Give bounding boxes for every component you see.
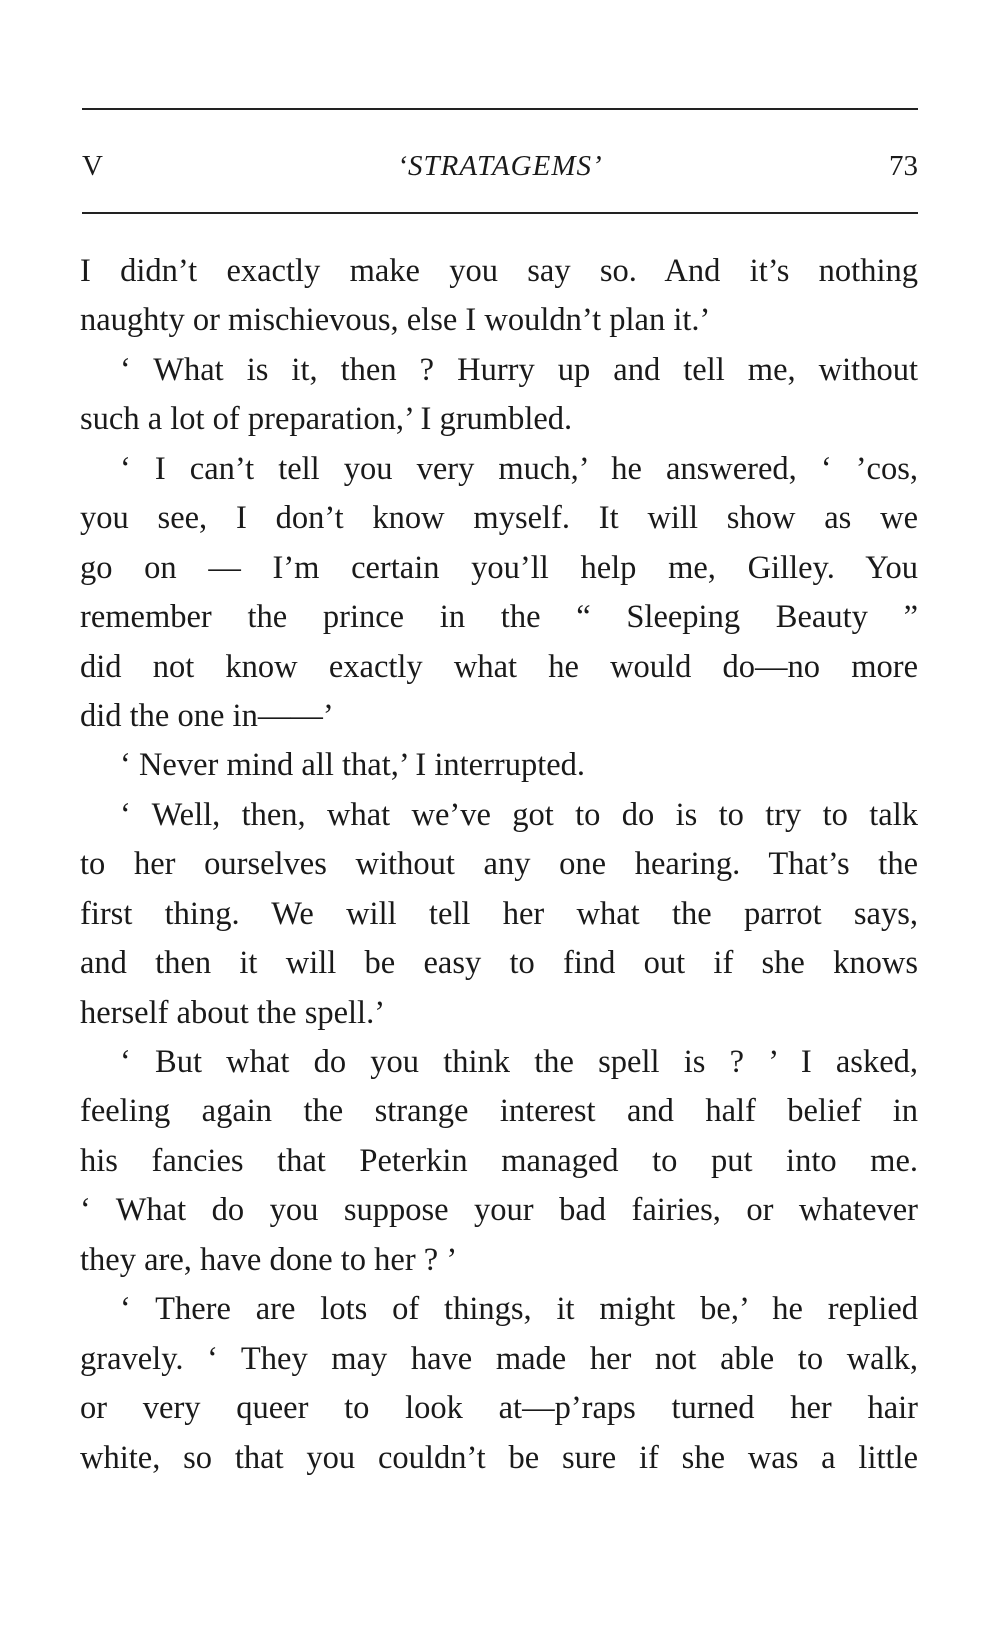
text-line: I didn’t exactly make you say so. And it’s nothing (80, 253, 918, 289)
text-line: ‘ What do you suppose your bad fairies, or whatever (80, 1192, 918, 1229)
text-line: did the one in——’ (80, 697, 334, 734)
chapter-number: V (82, 150, 103, 182)
text-line: feeling again the strange interest and half belief in (80, 1093, 918, 1130)
text-line: such a lot of preparation,’ I grumbled. (80, 401, 573, 438)
top-rule (82, 108, 918, 110)
body-text (80, 247, 918, 1483)
text-line: herself about the spell.’ (80, 994, 386, 1031)
running-head (82, 146, 918, 186)
text-line: gravely. ‘ They may have made her not able to walk, (80, 1340, 918, 1377)
text-line: to her ourselves without any one hearing. That’s the (80, 846, 918, 883)
text-line: they are, have done to her ? ’ (80, 1241, 458, 1278)
text-line: ‘ Well, then, what we’ve got to do is to try to talk (120, 796, 918, 833)
page-number: 73 (889, 150, 918, 182)
text-line: first thing. We will tell her what the parrot says, (80, 895, 918, 932)
text-line: you see, I don’t know myself. It will show as we (80, 500, 918, 537)
text-line: ‘ Never mind all that,’ I interrupted. (120, 747, 586, 784)
header-rule (82, 212, 918, 214)
text-line: white, so that you couldn’t be sure if she was a little (80, 1439, 918, 1476)
text-line: naughty or mischievous, else I wouldn’t plan it.’ (80, 302, 711, 339)
text-line: did not know exactly what he would do—no more (80, 648, 918, 685)
text-line: ‘ What is it, then ? Hurry up and tell me, without (120, 351, 918, 388)
text-line: ‘ There are lots of things, it might be,’ he replied (120, 1291, 918, 1328)
running-title: ‘STRATAGEMS’ (397, 150, 603, 182)
text-line: remember the prince in the “ Sleeping Beauty ” (80, 599, 918, 636)
text-line: and then it will be easy to find out if she knows (80, 945, 918, 982)
text-line: go on — I’m certain you’ll help me, Gilley. You (80, 549, 918, 586)
text-line: ‘ But what do you think the spell is ? ’ I asked, (120, 1044, 918, 1080)
text-line: or very queer to look at—p’raps turned her hair (80, 1390, 918, 1427)
text-line: his fancies that Peterkin managed to put into me. (80, 1142, 918, 1179)
text-line: ‘ I can’t tell you very much,’ he answered, ‘ ’cos, (120, 450, 918, 487)
